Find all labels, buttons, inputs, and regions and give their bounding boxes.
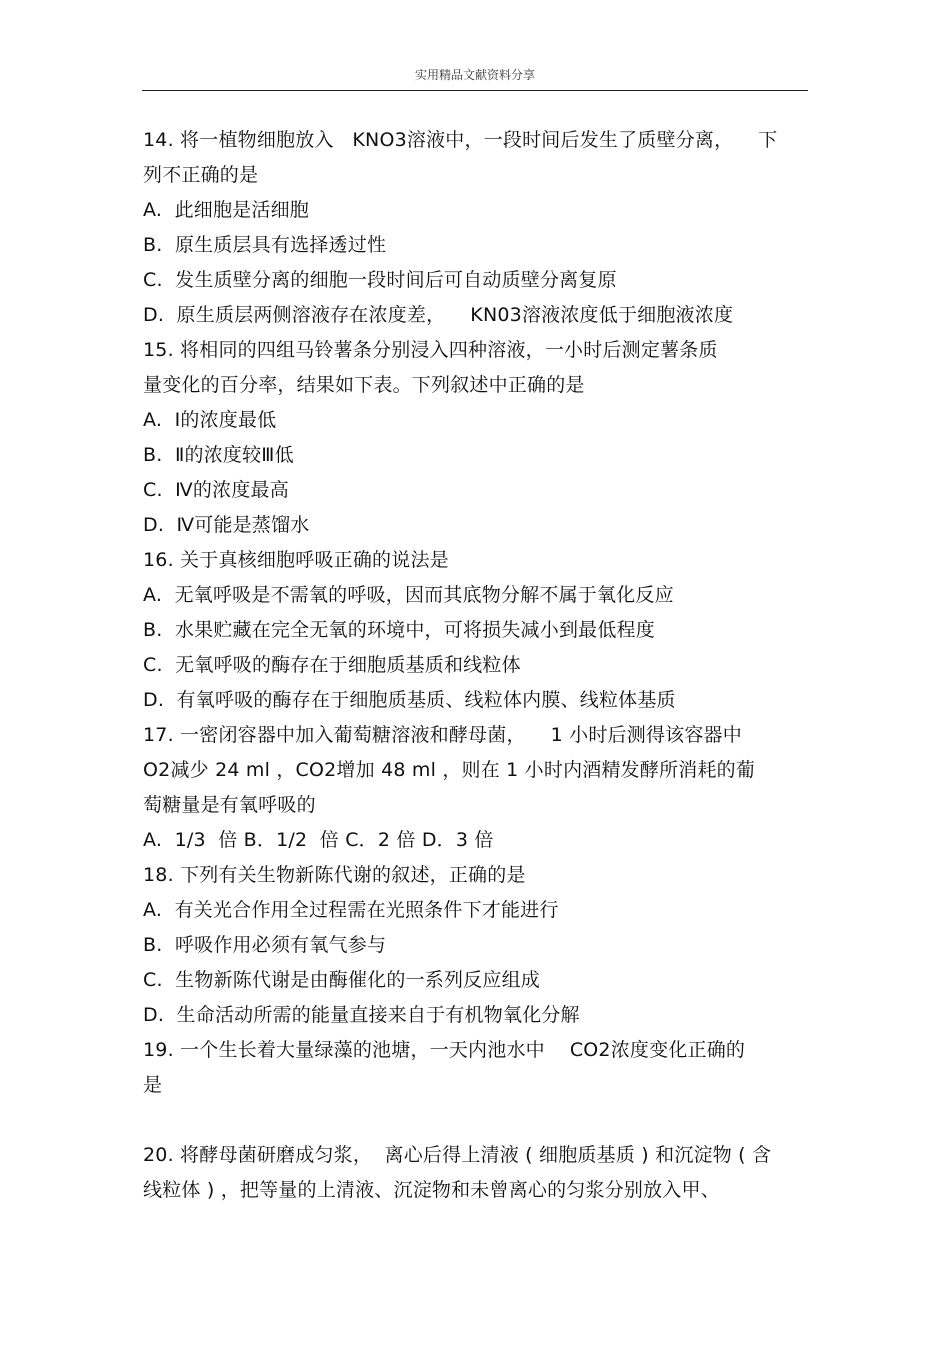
question-14-stem-line-1: 14. 将一植物细胞放入 KNO3溶液中，一段时间后发生了质壁分离， 下 [143,129,778,151]
question-20-stem-line-2: 线粒体 ) ，把等量的上清液、沉淀物和未曾离心的匀浆分别放入甲、 [143,1179,720,1201]
question-19-stem-line-1: 19. 一个生长着大量绿藻的池塘，一天内池水中 CO2浓度变化正确的 [143,1039,746,1061]
question-15-option-b: B. Ⅱ的浓度较Ⅲ低 [143,444,294,466]
question-14-option-c: C. 发生质壁分离的细胞一段时间后可自动质壁分离复原 [143,269,617,291]
question-17-options: A. 1/3 倍 B．1/2 倍 C．2 倍 D．3 倍 [143,829,494,851]
question-17-stem-line-1: 17. 一密闭容器中加入葡萄糖溶液和酵母菌， 1 小时后测得该容器中 [143,724,742,746]
question-17-stem-line-3: 萄糖量是有氧呼吸的 [143,794,316,816]
question-15-option-a: A. Ⅰ的浓度最低 [143,409,277,431]
question-18-option-a: A. 有关光合作用全过程需在光照条件下才能进行 [143,899,559,921]
question-18-option-c: C. 生物新陈代谢是由酶催化的一系列反应组成 [143,969,540,991]
question-14-option-d: D. 原生质层两侧溶液存在浓度差， KN03溶液浓度低于细胞液浓度 [143,304,734,326]
question-14-option-b: B. 原生质层具有选择透过性 [143,234,387,256]
question-18-stem: 18. 下列有关生物新陈代谢的叙述，正确的是 [143,864,526,886]
question-14-stem-line-2: 列不正确的是 [143,164,259,186]
question-20-stem-line-1: 20. 将酵母菌研磨成匀浆， 离心后得上清液 ( 细胞质基质 ) 和沉淀物 ( 含 [143,1144,772,1166]
question-16-option-a: A. 无氧呼吸是不需氧的呼吸，因而其底物分解不属于氧化反应 [143,584,674,606]
question-18-option-d: D. 生命活动所需的能量直接来自于有机物氧化分解 [143,1004,580,1026]
question-16-option-b: B. 水果贮藏在完全无氧的环境中，可将损失减小到最低程度 [143,619,655,641]
question-18-option-b: B. 呼吸作用必须有氧气参与 [143,934,387,956]
question-15-option-d: D. Ⅳ可能是蒸馏水 [143,514,310,536]
question-14-option-a: A. 此细胞是活细胞 [143,199,309,221]
question-19-stem-line-2: 是 [143,1074,163,1096]
document-body [143,123,808,1208]
question-15-stem-line-1: 15. 将相同的四组马铃薯条分别浸入四种溶液，一小时后测定薯条质 [143,339,718,361]
header-divider [142,90,808,91]
question-16-stem: 16. 关于真核细胞呼吸正确的说法是 [143,549,449,571]
question-15-option-c: C. Ⅳ的浓度最高 [143,479,289,501]
page-header: 实用精品文献资料分享 [414,68,535,82]
paragraph-gap [143,1103,808,1138]
question-17-stem-line-2: O2减少 24 ml ，CO2增加 48 ml ，则在 1 小时内酒精发酵所消耗的葡 [143,759,756,781]
question-16-option-d: D. 有氧呼吸的酶存在于细胞质基质、线粒体内膜、线粒体基质 [143,689,676,711]
question-16-option-c: C. 无氧呼吸的酶存在于细胞质基质和线粒体 [143,654,521,676]
question-15-stem-line-2: 量变化的百分率，结果如下表。下列叙述中正确的是 [143,374,585,396]
